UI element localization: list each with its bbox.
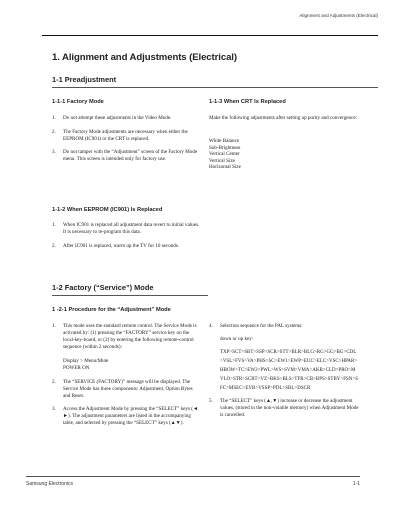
list-item: Horizontal Size	[209, 164, 241, 170]
list-item: 1. Do not attempt these adjustments in the Video Mode.	[52, 115, 172, 121]
subsection-title-factory-mode: 1-1-1 Factory Mode	[52, 99, 104, 105]
list-item: 3. Do not tamper with the “Adjustment” screen of the Factory Mode menu. This screen is intended only for factory use.	[52, 149, 198, 162]
list-item: 2. After IC901 is replaced, warm up the TV for 10 seconds.	[52, 242, 180, 249]
procedure-list-continued	[209, 323, 359, 330]
procedure-right-column	[209, 323, 359, 425]
procedure-list	[52, 323, 200, 427]
crt-intro: Make the following adjustments after setting up purity and convergence:	[209, 115, 358, 121]
section-title-preadjustment: 1-1 Preadjustment	[52, 75, 117, 84]
header-rule	[42, 35, 378, 36]
key-sequence	[63, 358, 200, 372]
list-item: White Balance	[209, 138, 240, 144]
crt-adjustment-list	[209, 138, 241, 171]
subsection-title-eeprom-replaced: 1-1-2 When EEPROM (IC901) Is Replaced	[52, 207, 163, 213]
page-number: 1-1	[352, 481, 360, 487]
list-item: 1. When IC901 is replaced all adjustment data revert to initial values. It is necessary to re-program this data.	[52, 222, 200, 235]
sequence-wrapper	[209, 348, 359, 394]
key-sequence-line: POWER ON	[63, 365, 90, 371]
list-item: 3. Access the Adjustment Mode by pressing the “SELECT” keys (◄ ►). The adjustment parameters are listed in the accompanying table, and selected by pressing the “SELECT” keys (▲▼).	[52, 406, 199, 426]
chapter-title: 1. Alignment and Adjustments (Electrical)	[52, 52, 237, 63]
list-item: 1. This mode uses the standard remote control. The Service Mode is activated by: (1) pressing the “FACTORY” service key on the local-key-board, or (2) by entering the following remote-control sequence (within 2 seconds): Display > Menu/Mute POWER ON	[52, 323, 200, 372]
subsection-title-crt-replaced: 1-1-3 When CRT Is Replaced	[209, 99, 286, 105]
eeprom-list	[52, 222, 200, 256]
section-title-factory-service-mode: 1-2 Factory (“Service”) Mode	[52, 283, 154, 292]
footer-rule	[26, 476, 360, 477]
key-sequence-line: Display > Menu/Mute	[63, 358, 109, 364]
list-item: 5. The “SELECT” keys (▲,▼) increase or decrease the adjustment values, (stored in the non-volatile memory) when Adjustment Mode is cancelled.	[209, 397, 359, 418]
down-up-label: down or up key:	[220, 335, 254, 342]
pal-selection-sequence: TXP>SCT>SBT>SSP>SCR>STT>BLR>BLG>RG>GG>BG>CDL>VSL>FVS>VA>PHS>SC>EW1>EWP>EUC>ELC>VSC>HPAR>HBOW>TC>EW2>PWL>WS>SVM>VMA>AKB>CLD>PRO>MVLO>STR>SCBT>VZ>BKS>BLS>TFR>CB>BPS>STBY>FSN>SFC>MSEC>EVB>VSSP>PDL>SBL>DSCR	[220, 349, 359, 392]
list-item: Vertical Size	[209, 157, 235, 164]
running-header: Alignment and Adjustments (Electrical)	[299, 13, 378, 18]
section-rule	[52, 295, 208, 296]
factory-mode-list	[52, 115, 200, 170]
list-item: 2. The Factory Mode adjustments are necessary when either the EEPROM (IC901) or the CRT is replaced.	[52, 128, 188, 142]
footer-publisher: Samsung Electronics	[26, 481, 73, 487]
section-rule	[52, 87, 378, 88]
procedure-list-continued-2	[209, 398, 359, 419]
list-item: Vertical Center	[209, 151, 240, 157]
list-item: Sub-Brightness	[209, 144, 241, 151]
list-item: 4. Selection sequence for the PAL systems:	[209, 323, 303, 329]
subsection-title-adjustment-procedure: 1 -2-1 Procedure for the “Adjustment” Mode	[52, 307, 171, 313]
list-item: 2. The “SERVICE (FACTORY)” message will be displayed. The Service Mode has three components: Adjustment, Option Bytes and Reset.	[52, 378, 193, 399]
procedure-left-column	[52, 323, 200, 434]
